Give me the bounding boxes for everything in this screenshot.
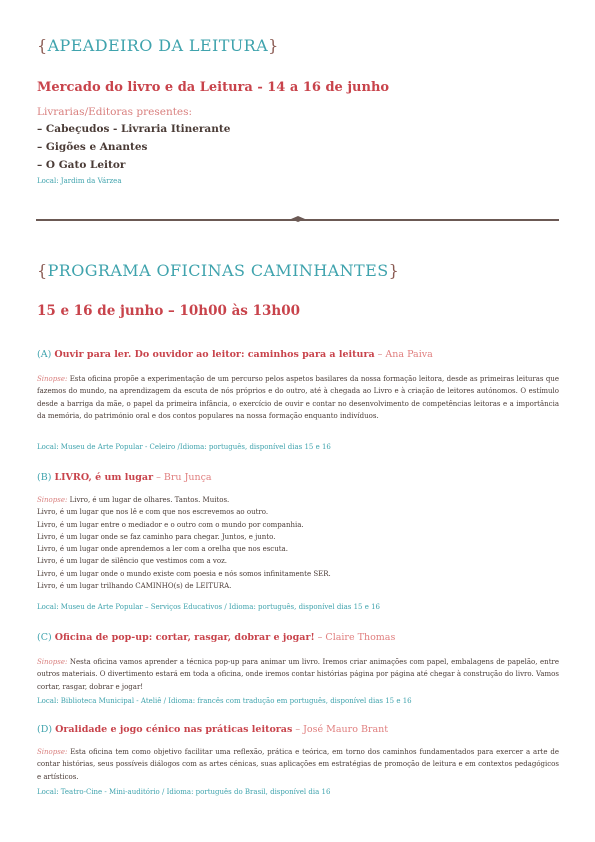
list-item: – O Gato Leitor <box>37 159 126 171</box>
workshop-dash: – <box>314 632 326 643</box>
sinopse-line: Livro, é um lugar que nos lê e com que nos escrevemos ao outro. <box>37 508 269 517</box>
sinopse-line: Livro, é um lugar entre o mediador e o outro com o mundo por companhia. <box>37 520 304 529</box>
divider-ornament <box>291 216 305 222</box>
sinopse-label: Sinopse: <box>37 658 68 666</box>
workshop-dash: – <box>153 472 164 483</box>
close-brace: } <box>388 261 400 280</box>
workshop-b-sinopse <box>37 494 331 592</box>
sinopse-text: Esta oficina tem como objetivo facilitar uma reflexão, prática e teórica, em torno dos caminhos fundamentados para exercer a arte de contar histórias, seus possíveis diálogos com as artes cénicas, suas aplicações em estratégias de promoção de leitura e em contextos pedagógicos e artísticos. <box>37 748 559 781</box>
market-title: Mercado do livro e da Leitura - 14 a 16 de junho <box>37 80 390 95</box>
sinopse-label: Sinopse: <box>37 496 68 504</box>
sinopse-label: Sinopse: <box>37 748 68 756</box>
workshop-b-title <box>37 472 212 483</box>
workshop-name: Oralidade e jogo cénico nas práticas leitoras <box>55 724 293 735</box>
workshop-dash: – <box>292 724 304 735</box>
workshop-name: Ouvir para ler. Do ouvidor ao leitor: caminhos para a leitura <box>54 349 375 360</box>
sinopse-line: Livro, é um lugar de silêncio que vestimos com a voz. <box>37 557 227 566</box>
workshop-author: Ana Paiva <box>385 349 433 360</box>
sinopse-text: Nesta oficina vamos aprender a técnica pop-up para animar um livro. Iremos criar animações com papel, embalagens de papelão, entre outros materiais. O divertimento estará em toda a oficina, onde iremos contar histórias página por página até chegar à construção do livro. Vamos cortar, rasgar, dobrar e jogar! <box>37 658 559 691</box>
workshop-name: LIVRO, é um lugar <box>54 472 154 483</box>
workshop-a-title <box>37 349 433 360</box>
workshop-a-sinopse <box>37 373 559 422</box>
apeadeiro-local: Local: Jardim da Várzea <box>37 177 122 185</box>
sinopse-label: Sinopse: <box>37 375 68 383</box>
workshop-author: Bru Junça <box>163 472 212 483</box>
workshop-c-title <box>37 632 395 643</box>
open-brace: { <box>37 261 48 280</box>
workshop-letter: (A) <box>37 349 52 360</box>
sinopse-line: Livro, é um lugar onde se faz caminho para chegar. Juntos, e junto. <box>37 532 276 541</box>
workshop-letter: (B) <box>37 472 52 483</box>
open-brace: { <box>37 36 48 55</box>
sinopse-line: Livro, é um lugar trilhando CAMINHO(s) de LEITURA. <box>37 582 232 591</box>
programa-title: PROGRAMA OFICINAS CAMINHANTES <box>47 261 389 280</box>
sinopse-line: Livro, é um lugar onde aprendemos a ler com a orelha que nos escuta. <box>37 545 288 554</box>
list-item: – Cabeçudos - Livraria Itinerante <box>37 123 231 135</box>
workshop-name: Oficina de pop-up: cortar, rasgar, dobrar e jogar! <box>54 632 315 643</box>
apeadeiro-title: APEADEIRO DA LEITURA <box>47 36 269 55</box>
list-item: – Gigões e Anantes <box>37 141 148 153</box>
workshop-d-title <box>37 724 388 735</box>
workshop-b-local: Local: Museu de Arte Popular – Serviços Educativos / Idioma: português, disponível dias 15 e 16 <box>37 603 380 611</box>
present-label: Livrarias/Editoras presentes: <box>37 106 193 118</box>
workshop-d-sinopse <box>37 746 559 783</box>
programa-dates: 15 e 16 de junho – 10h00 às 13h00 <box>37 303 300 319</box>
programa-heading <box>37 261 399 280</box>
workshop-letter: (D) <box>37 724 53 735</box>
workshop-dash: – <box>374 349 386 360</box>
close-brace: } <box>268 36 279 55</box>
sinopse-line: Livro, é um lugar onde o mundo existe com poesia e nós somos infinitamente SER. <box>37 569 331 578</box>
workshop-d-local: Local: Teatro-Cine - Mini-auditório / Idioma: português do Brasil, disponível dia 16 <box>37 788 331 796</box>
apeadeiro-heading <box>37 36 279 55</box>
sinopse-line: Livro, é um lugar de olhares. Tantos. Muitos. <box>67 496 230 504</box>
workshop-letter: (C) <box>37 632 52 643</box>
workshop-c-sinopse <box>37 656 559 693</box>
sinopse-text: Esta oficina propõe a experimentação de um percurso pelos aspetos basilares da nossa formação leitora, desde as primeiras leituras que fazemos do mundo, na aprendizagem da escuta de nós próprios e do outro, até à chegada ao Livro e à criação de leitores autónomos. O estímulo desde a barriga da mãe, o papel da primeira infância, o exercício de ouvir e contar no desenvolvimento de competências leitoras e a importância da memória, do património oral e dos contos populares na nossa formação enquanto indivíduos. <box>37 375 559 420</box>
workshop-a-local: Local: Museu de Arte Popular - Celeiro /Idioma: português, disponível dias 15 e 16 <box>37 443 331 451</box>
workshop-author: Claire Thomas <box>325 632 396 643</box>
workshop-author: José Mauro Brant <box>303 724 389 735</box>
workshop-c-local: Local: Biblioteca Municipal - Ateliê / Idioma: francês com tradução em português, disponível dias 15 e 16 <box>37 697 412 705</box>
